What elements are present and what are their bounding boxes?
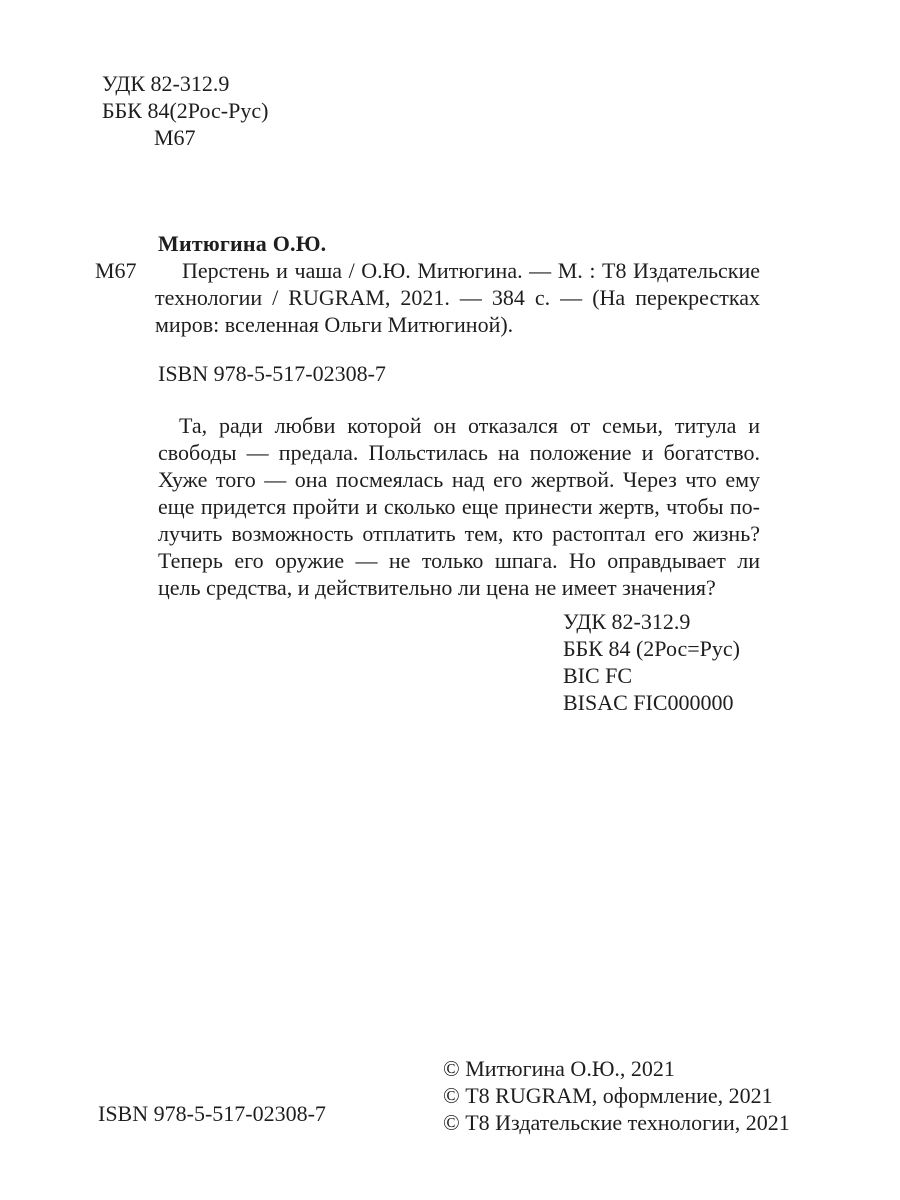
udk-code: УДК 82-312.9 bbox=[102, 71, 230, 96]
annotation-line: лучить возможность отплатить тем, кто растоптал его жизнь? bbox=[158, 521, 760, 546]
annotation-line: Хуже того — она посмеялась над его жертвой. Через что ему bbox=[158, 467, 760, 492]
entry-line: миров: вселенная Ольги Митюгиной). bbox=[155, 312, 514, 337]
isbn-footer: ISBN 978-5-517-02308-7 bbox=[98, 1101, 326, 1126]
annotation-paragraph bbox=[158, 412, 760, 601]
bic-code: BIC FC bbox=[563, 663, 633, 688]
udk-code-right: УДК 82-312.9 bbox=[563, 609, 691, 634]
copyright-line: © Митюгина О.Ю., 2021 bbox=[443, 1056, 675, 1081]
top-catalog-block bbox=[102, 70, 268, 151]
annotation-line: цель средства, и действительно ли цена не имеет значения? bbox=[158, 575, 716, 600]
entry-line: Перстень и чаша / О.Ю. Митюгина. — М. : Т8 Издательские bbox=[182, 258, 760, 283]
isbn-line: ISBN 978-5-517-02308-7 bbox=[158, 361, 386, 386]
annotation-line: еще придется пройти и сколько еще принести жертв, чтобы по- bbox=[158, 494, 760, 519]
copyright-block bbox=[443, 1055, 790, 1136]
bisac-code: BISAC FIC000000 bbox=[563, 690, 734, 715]
author-name: Митюгина О.Ю. bbox=[158, 231, 327, 256]
bbk-code-right: ББК 84 (2Рос=Рус) bbox=[563, 636, 740, 661]
copyright-line: © Т8 RUGRAM, оформление, 2021 bbox=[443, 1083, 773, 1108]
annotation-line: Та, ради любви которой он отказался от семьи, титула и bbox=[179, 413, 760, 438]
copyright-line: © Т8 Издательские технологии, 2021 bbox=[443, 1110, 790, 1135]
author-sign-code: М67 bbox=[154, 125, 196, 150]
annotation-line: свободы — предала. Польстилась на положение и богатство. bbox=[158, 440, 760, 465]
entry-author-code: М67 bbox=[95, 258, 137, 283]
bibliographic-entry bbox=[155, 257, 760, 338]
entry-line: технологии / RUGRAM, 2021. — 384 с. — (На перекрестках bbox=[155, 285, 760, 310]
annotation-line: Теперь его оружие — не только шпага. Но оправдывает ли bbox=[158, 548, 760, 573]
bbk-code: ББК 84(2Рос-Рус) bbox=[102, 98, 269, 123]
classification-block bbox=[563, 608, 740, 716]
